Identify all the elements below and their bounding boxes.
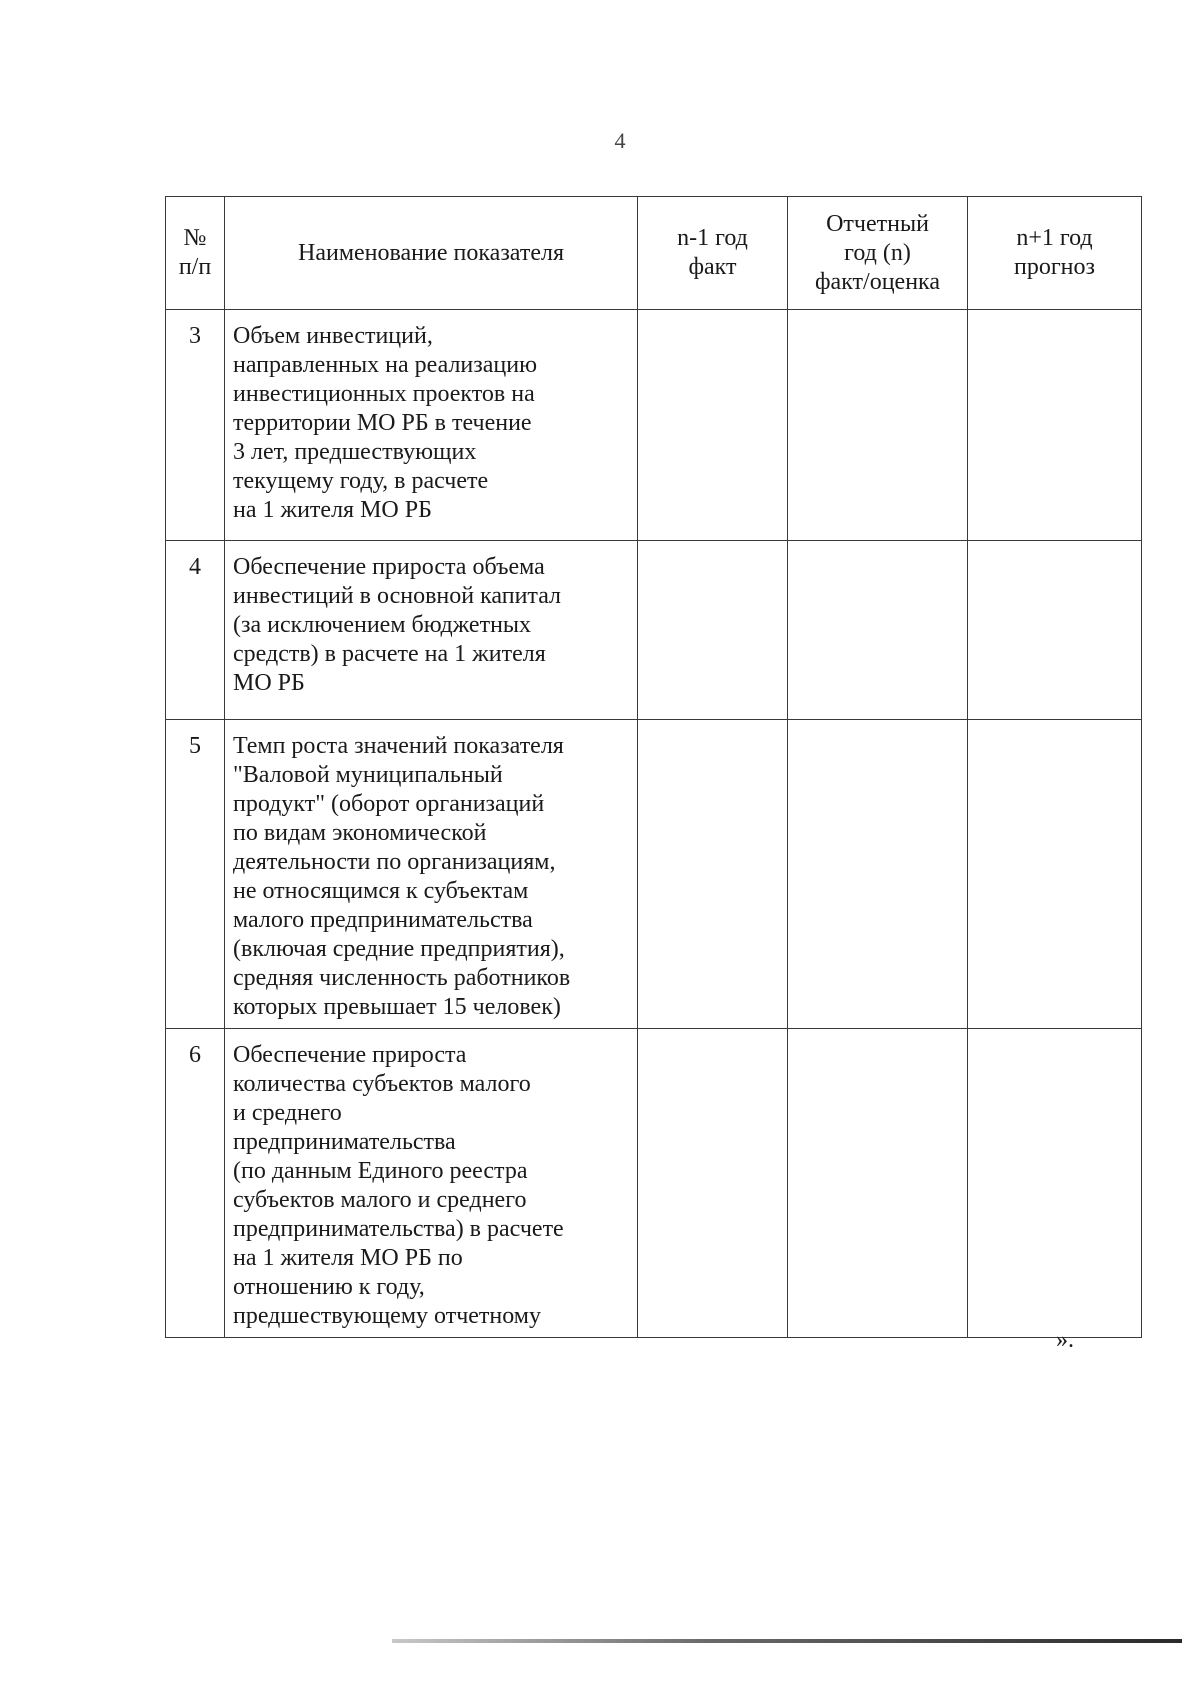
prev-year-value [638,310,788,541]
indicator-name-line: предпринимательства [233,1129,456,1155]
table-row [166,541,1142,720]
indicator-name-line: не относящимся к субъектам [233,878,529,904]
indicator-name-line: Обеспечение прироста [233,1042,467,1068]
indicator-name [225,541,638,720]
header-prev-year-line: n-1 год [677,225,748,251]
prev-year-value [638,1029,788,1338]
indicators-table [165,196,1142,1338]
indicator-name [225,310,638,541]
indicator-name-line: МО РБ [233,670,305,696]
table-row [166,720,1142,1029]
indicator-name-line: направленных на реализацию [233,352,538,378]
current-year-value [788,1029,968,1338]
current-year-value [788,541,968,720]
header-current-year [788,197,968,310]
next-year-value [968,720,1142,1029]
indicator-name-line: и среднего [233,1100,342,1126]
indicator-name-line: (по данным Единого реестра [233,1158,528,1184]
indicator-name-line: "Валовой муниципальный [233,762,503,788]
row-number: 3 [166,310,225,541]
next-year-value [968,310,1142,541]
indicator-name-line: количества субъектов малого [233,1071,531,1097]
next-year-value [968,541,1142,720]
prev-year-value [638,720,788,1029]
header-prev-year [638,197,788,310]
indicator-name-line: (за исключением бюджетных [233,612,532,638]
row-number: 6 [166,1029,225,1338]
indicator-name [225,720,638,1029]
indicator-name-line: которых превышает 15 человек) [233,994,561,1020]
indicator-name-line: продукт" (оборот организаций [233,791,545,817]
indicator-name-line: субъектов малого и среднего [233,1187,527,1213]
table-header-row [166,197,1142,310]
next-year-value [968,1029,1142,1338]
indicator-name-line: отношению к году, [233,1274,425,1300]
indicator-name-line: 3 лет, предшествующих [233,439,477,465]
indicator-name-line: инвестиционных проектов на [233,381,535,407]
indicator-name-line: предпринимательства) в расчете [233,1216,564,1242]
table-row [166,310,1142,541]
header-next-year [968,197,1142,310]
table-row [166,1029,1142,1338]
indicator-name-line: по видам экономической [233,820,487,846]
indicator-name-line: Темп роста значений показателя [233,733,564,759]
indicator-name-line: Объем инвестиций, [233,323,433,349]
closing-quote-mark: ». [1056,1327,1074,1353]
header-next-year-line: n+1 год [1016,225,1093,251]
indicator-name-line: (включая средние предприятия), [233,936,565,962]
header-current-year-line: год (n) [844,239,911,266]
header-next-year-line: прогноз [1013,254,1095,280]
row-number: 4 [166,541,225,720]
page-number: 4 [614,128,626,153]
header-current-year-line: Отчетный [826,210,929,237]
header-indicator-name [225,197,638,310]
indicator-name-line: на 1 жителя МО РБ по [233,1245,463,1271]
bottom-divider [392,1639,1182,1643]
indicator-name-line: средняя численность работников [233,965,571,991]
header-prev-year-line: факт [688,254,737,280]
indicator-name [225,1029,638,1338]
indicator-name-line: малого предпринимательства [233,907,533,933]
indicator-name-line: деятельности по организациям, [233,849,556,875]
header-number [166,197,225,310]
header-current-year-line: факт/оценка [815,268,940,295]
indicator-name-line: Обеспечение прироста объема [233,554,545,580]
indicator-name-line: территории МО РБ в течение [233,410,532,436]
indicator-name-line: инвестиций в основной капитал [233,583,562,609]
header-number-line: № [183,225,207,251]
indicator-name-line: текущему году, в расчете [233,468,489,494]
header-number-line: п/п [178,254,212,280]
header-indicator-name-line: Наименование показателя [298,239,564,266]
current-year-value [788,720,968,1029]
row-number: 5 [166,720,225,1029]
prev-year-value [638,541,788,720]
indicator-name-line: на 1 жителя МО РБ [233,497,432,523]
indicator-name-line: средств) в расчете на 1 жителя [233,641,546,667]
indicator-name-line: предшествующему отчетному [233,1303,541,1329]
current-year-value [788,310,968,541]
